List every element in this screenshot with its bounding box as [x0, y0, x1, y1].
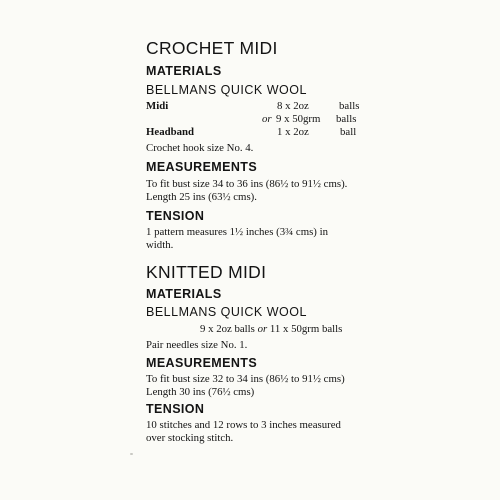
crochet-tension-line: width. [146, 239, 174, 251]
crochet-or-label: or [262, 113, 272, 125]
crochet-measurement-line: Length 25 ins (63½ cms). [146, 191, 257, 203]
knitted-tension-line: 10 stitches and 12 rows to 3 inches measured [146, 419, 341, 431]
crochet-midi-label: Midi [146, 100, 169, 112]
crochet-midi-qty: 8 x 2oz [277, 100, 309, 112]
crochet-hook: Crochet hook size No. 4. [146, 142, 254, 154]
knitted-balls [200, 323, 342, 336]
crochet-tension-line: 1 pattern measures 1½ inches (3¾ cms) in [146, 226, 328, 238]
knitted-title: KNITTED MIDI [146, 262, 267, 282]
print-speck [130, 453, 133, 455]
crochet-midi-unit: balls [339, 100, 360, 112]
knitted-tension-line: over stocking stitch. [146, 432, 234, 444]
crochet-headband-label: Headband [146, 126, 195, 138]
knitted-materials-heading: MATERIALS [146, 287, 222, 301]
knitted-yarn: BELLMANS QUICK WOOL [146, 305, 307, 319]
knitted-measurements-heading: MEASUREMENTS [146, 356, 258, 370]
knitted-tension-heading: TENSION [146, 402, 205, 416]
crochet-alt-unit: balls [336, 113, 357, 125]
knitted-balls-or: or [257, 323, 268, 335]
crochet-headband-qty: 1 x 2oz [277, 126, 309, 138]
crochet-title: CROCHET MIDI [146, 38, 278, 58]
knitted-balls-b: 11 x 50grm balls [269, 323, 343, 335]
knitted-measurement-line: Length 30 ins (76½ cms) [146, 386, 255, 398]
crochet-measurements-heading: MEASUREMENTS [146, 160, 258, 174]
crochet-alt-qty: 9 x 50grm [276, 113, 321, 125]
crochet-materials-heading: MATERIALS [146, 64, 222, 78]
crochet-yarn: BELLMANS QUICK WOOL [146, 83, 307, 97]
crochet-measurement-line: To fit bust size 34 to 36 ins (86½ to 91½ cms). [146, 178, 348, 190]
knitted-measurement-line: To fit bust size 32 to 34 ins (86½ to 91½ cms) [146, 373, 345, 385]
knitted-needles: Pair needles size No. 1. [146, 339, 248, 351]
crochet-headband-unit: ball [340, 126, 357, 138]
knitted-balls-a: 9 x 2oz balls [200, 323, 255, 335]
crochet-tension-heading: TENSION [146, 209, 205, 223]
